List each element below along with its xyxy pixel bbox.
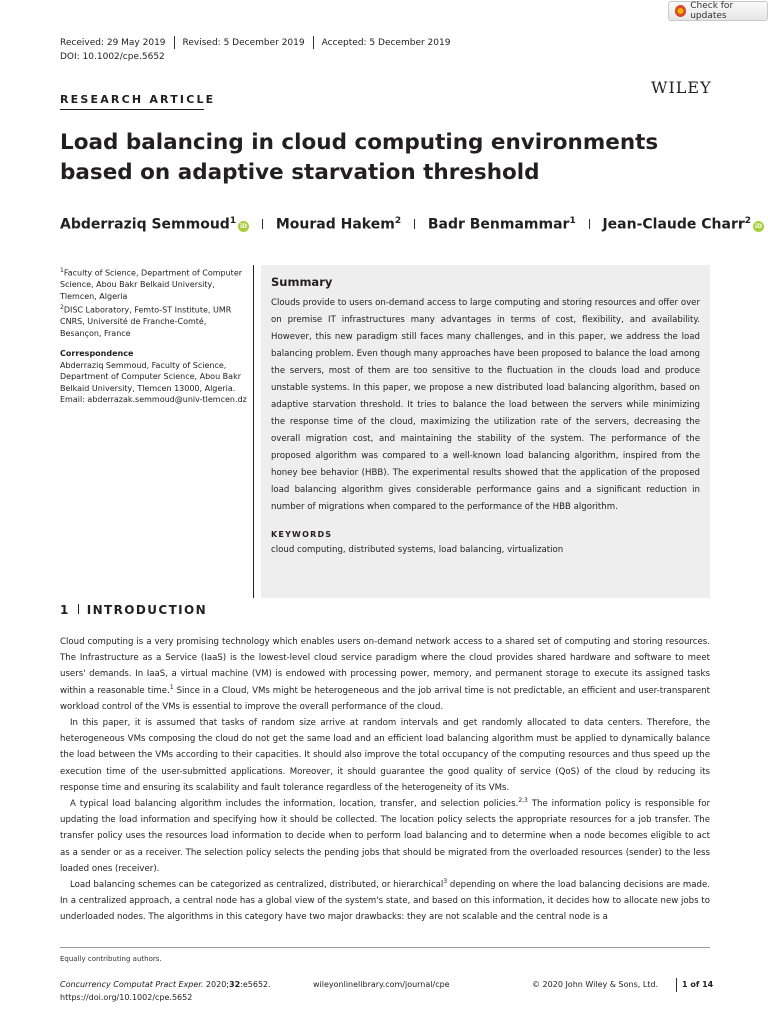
author-affiliation-number: 1 bbox=[229, 216, 237, 226]
abstract-rule bbox=[253, 265, 254, 598]
affiliation-number: 2 bbox=[60, 304, 64, 312]
correspondence-heading: Correspondence bbox=[60, 349, 134, 359]
orcid-icon[interactable]: iD bbox=[240, 222, 248, 230]
footnote-rule bbox=[60, 947, 710, 948]
page-number: 1 of 14 bbox=[682, 980, 714, 989]
doi-header: DOI: 10.1002/cpe.5652 bbox=[60, 52, 165, 62]
paragraph-text: depending on where the load balancing decisions are made. In a centralized approach, a central node has a global view of the system's state, and based on this information, it decides how to allocate new jobs to underloaded nodes. The algorithms in this category have two major drawbacks: they are not scalable and the central node is a bbox=[60, 880, 710, 923]
section-heading bbox=[60, 603, 207, 617]
section-title: INTRODUCTION bbox=[86, 603, 208, 617]
check-for-updates-label: Check for updates bbox=[690, 1, 734, 21]
doi-link[interactable]: https://doi.org/10.1002/cpe.5652 bbox=[60, 992, 193, 1002]
journal-name: Concurrency Computat Pract Exper. bbox=[60, 980, 204, 989]
article-type: RESEARCH ARTICLE bbox=[60, 93, 216, 106]
divider bbox=[313, 36, 314, 49]
paragraph-text: Cloud computing is a very promising technology which enables users on-demand network access to a shared set of computing and storing resources. The Infrastructure as a Service (IaaS) is the lowest-level cloud service paradigm where the cloud provides shared hardware and software to meet users' demands. In IaaS, a virtual machine (VM) is endowed with processing power, memory, and permanent storage to execute its assigned tasks within a reasonable time. bbox=[60, 637, 710, 696]
received-date: Received: 29 May 2019 bbox=[60, 38, 166, 48]
article-title: Load balancing in cloud computing environments based on adaptive starvation threshold bbox=[60, 130, 659, 185]
paragraph bbox=[60, 877, 710, 926]
paragraph-text: Since in a Cloud, VMs might be heterogeneous and the job arrival time is not predictable, an efficient and user-transparent workload control of the VMs is essential to improve the overall performance of the cloud. bbox=[60, 685, 710, 712]
divider bbox=[262, 219, 263, 229]
divider bbox=[174, 36, 175, 49]
journal-website-link[interactable]: wileyonlinelibrary.com/journal/cpe bbox=[313, 980, 450, 989]
keywords-list: cloud computing, distributed systems, load balancing, virtualization bbox=[271, 545, 564, 555]
volume-number: 32 bbox=[229, 980, 241, 989]
paragraph-text: A typical load balancing algorithm includes the information, location, transfer, and selection policies. bbox=[70, 799, 519, 810]
author-affiliation-number: 2 bbox=[394, 216, 402, 226]
affiliation-text: Faculty of Science, Department of Computer Science, Abou Bakr Belkaid University, Tlemcen, Algeria bbox=[60, 268, 243, 301]
history-line bbox=[60, 36, 450, 49]
divider bbox=[676, 978, 677, 992]
accepted-date: Accepted: 5 December 2019 bbox=[321, 38, 451, 48]
paragraph-text: Load balancing schemes can be categorized as centralized, distributed, or hierarchical bbox=[70, 880, 444, 891]
author-affiliation-number: 1 bbox=[569, 216, 576, 226]
footnote: Equally contributing authors. bbox=[60, 955, 162, 963]
affiliations bbox=[60, 265, 250, 406]
revised-date: Revised: 5 December 2019 bbox=[182, 38, 305, 48]
author-list bbox=[60, 216, 764, 233]
crossmark-icon bbox=[675, 5, 686, 17]
divider bbox=[589, 219, 590, 229]
check-for-updates-button[interactable] bbox=[668, 1, 768, 21]
affiliation-number: 1 bbox=[60, 267, 64, 274]
abstract-box bbox=[261, 265, 710, 598]
article-number: :e5652. bbox=[240, 980, 271, 989]
affiliation-2 bbox=[60, 302, 250, 339]
paragraph-text: The information policy is responsible for updating the load information and specifying how it should be collected. The location policy selects the appropriate resources for a job transfer. The transfer policy uses the resources load information to decide when to perform load balancing and to determine when a node becomes eligible to act as a sender or as a receiver. The selection policy selects the pending jobs that should be migrated from the overloaded resources (sender) to the less loaded ones (receiver). bbox=[60, 799, 711, 874]
orcid-icon[interactable]: iD bbox=[755, 222, 763, 230]
affiliation-text: DISC Laboratory, Femto-ST Institute, UMR CNRS, Université de Franche-Comté, Besançon, France bbox=[60, 305, 232, 338]
citation-year: 2020; bbox=[203, 980, 229, 989]
copyright: © 2020 John Wiley & Sons, Ltd. bbox=[532, 980, 659, 989]
citation-line bbox=[60, 979, 271, 992]
reference-link[interactable]: 1 bbox=[169, 683, 174, 691]
author-affiliation-number: 2 bbox=[744, 216, 752, 226]
author-name[interactable]: Jean-Claude Charr bbox=[602, 216, 745, 233]
author-name[interactable]: Abderraziq Semmoud bbox=[60, 216, 230, 233]
paragraph bbox=[60, 796, 710, 877]
keywords-heading: KEYWORDS bbox=[271, 530, 333, 539]
section-number: 1 bbox=[60, 603, 70, 617]
divider bbox=[78, 604, 79, 614]
reference-link[interactable]: 3 bbox=[443, 878, 448, 886]
paragraph bbox=[60, 634, 710, 715]
author-name[interactable]: Mourad Hakem bbox=[275, 216, 395, 233]
author-name[interactable]: Badr Benmammar bbox=[427, 216, 570, 233]
footer-citation bbox=[60, 979, 271, 1004]
article-type-underline bbox=[60, 109, 204, 110]
reference-link[interactable]: 2,3 bbox=[518, 797, 528, 805]
divider bbox=[414, 219, 415, 229]
affiliation-1 bbox=[60, 265, 250, 302]
summary-heading: Summary bbox=[271, 275, 333, 289]
paragraph: In this paper, it is assumed that tasks of random size arrive at random intervals and get randomly allocated to data centers. Therefore, the heterogeneous VMs composing the cloud do not get the same load and an efficient load balancing algorithm must be applied to dynamically balance the load between the VMs according to their capacities. It should also improve the total occupancy of the computing resources and thus speed up the execution time of the user-submitted applications. Moreover, it should guarantee the good quality of service (QoS) of the cloud by reducing its response time and ensuring its scalability and fault tolerance regardless of the heterogeneity of its VMs. bbox=[60, 718, 710, 793]
body-text bbox=[60, 634, 710, 926]
summary-text: Clouds provide to users on-demand access to large computing and storing resources and offer over on premise IT infrastructures many advantages in terms of cost, flexibility, and availability. However, this new paradigm still faces many challenges, and in this paper, we address the load balancing problem. Even though many approaches have been proposed to balance the load among the servers, most of them are too sensitive to the fluctuation in the clouds load and produce unstable systems. In this paper, we propose a new distributed load balancing algorithm, based on adaptive starvation threshold. It tries to balance the load between the servers while minimizing the response time of the cloud, maximizing the utilization rate of the servers, decreasing the overall migration cost, and maintaining the stability of the system. The performance of the proposed algorithm was compared to a well-known load balancing algorithm, inspired from the honey bee behavior (HBB). The experimental results showed that the application of the proposed load balancing algorithm gives considerable performance gains and a significant reduction in number of migrations when compared to the performance of the HBB algorithm. bbox=[271, 298, 700, 512]
correspondence-text: Abderraziq Semmoud, Faculty of Science, Department of Computer Science, Abou Bakr Belkaid University, Tlemcen 13000, Algeria. Email: abderrazak.semmoud@univ-tlemcen.dz bbox=[60, 360, 247, 405]
publisher-logo: WILEY bbox=[651, 78, 712, 97]
